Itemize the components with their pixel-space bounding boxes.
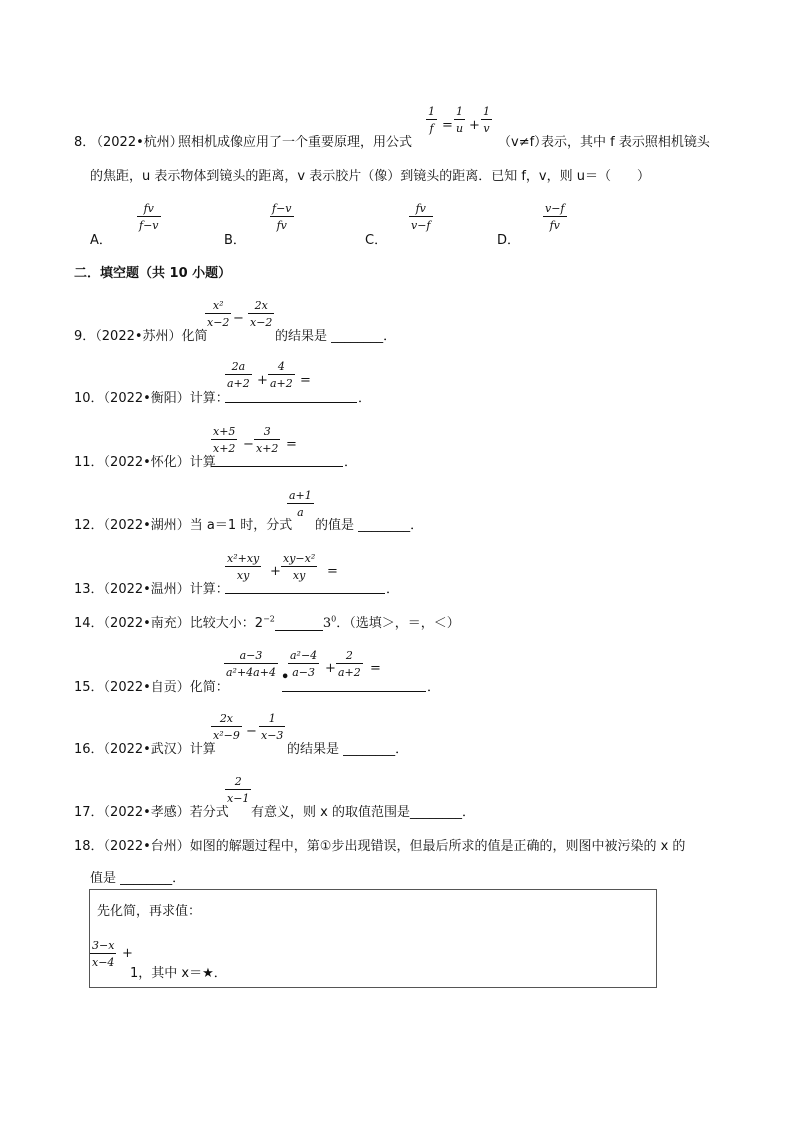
q14-line xyxy=(74,612,460,631)
q15-dot: • xyxy=(281,670,290,685)
q14-lead: 14．（2022•南充）比较大小：2 xyxy=(74,616,264,631)
q9-fraction-2: 2x x−2 xyxy=(250,299,273,329)
q13-fraction-2: xy−x² xy xyxy=(283,552,316,582)
q10-plus: + xyxy=(257,373,268,388)
q15-lead: 15．（2022•自贡）化简： xyxy=(74,680,229,695)
q13-plus: + xyxy=(270,564,281,579)
q11-lead: 11．（2022•怀化）计算 xyxy=(74,455,216,470)
q8-formula-lhs: 1 f xyxy=(428,105,435,135)
q14-exponent-1: −2 xyxy=(263,614,275,624)
q8-option-c-label: C． xyxy=(365,233,388,248)
q10-lead: 10．（2022•衡阳）计算： xyxy=(74,391,229,406)
q14-base-2: 3 xyxy=(322,616,332,631)
q13-lead: 13．（2022•温州）计算： xyxy=(74,582,229,597)
q9-tail: 的结果是 ________． xyxy=(275,329,397,344)
q10-end: ． xyxy=(358,391,372,406)
section-heading: 二．填空题（共 10 小题） xyxy=(74,266,232,281)
q15-end: ． xyxy=(427,680,441,695)
q8-formula-term2: 1 v xyxy=(483,105,490,135)
q8-number: 8． xyxy=(74,135,96,150)
q12-tail: 的值是 ________． xyxy=(315,518,424,533)
q16-minus: − xyxy=(246,724,257,739)
q15-fraction-2: a²−4 a−3 xyxy=(290,649,318,679)
q8-text-a: 照相机成像应用了一个重要原理，用公式 xyxy=(178,135,413,150)
q11-fraction-1: x+5 x+2 xyxy=(213,425,236,455)
q10-fraction-1: 2a a+2 xyxy=(227,360,250,390)
q17-tail: 有意义，则 x 的取值范围是________． xyxy=(251,805,475,820)
q8-formula-plus: + xyxy=(469,118,480,133)
q10-equals: = xyxy=(300,373,311,388)
q8-formula-term1: 1 u xyxy=(456,105,464,135)
q18-box-tail: 1，其中 x＝★． xyxy=(130,966,227,981)
q8-condition: （v≠f） xyxy=(498,135,548,150)
q9-minus: − xyxy=(233,311,244,326)
q15-fraction-1: a−3 a²+4a+4 xyxy=(226,649,276,679)
q18-line1: 18．（2022•台州）如图的解题过程中，第①步出现错误，但最后所求的值是正确的，则图中被污染的 x 的 xyxy=(74,839,686,854)
q13-fraction-1: x²+xy xy xyxy=(227,552,260,582)
q8-option-c-fraction: fv v−f xyxy=(411,202,431,232)
q11-end: ． xyxy=(344,455,358,470)
q9-fraction-1: x² x−2 xyxy=(207,299,230,329)
q15-fraction-3: 2 a+2 xyxy=(338,649,361,679)
q13-equals: = xyxy=(327,564,338,579)
q11-minus: − xyxy=(243,437,254,452)
q15-plus: + xyxy=(325,661,336,676)
q16-tail: 的结果是 ________． xyxy=(287,742,409,757)
q8-line2: 的焦距，u 表示物体到镜头的距离，v 表示胶片（像）到镜头的距离．已知 f，v，则 u＝（ ） xyxy=(90,169,650,184)
q8-option-a-fraction: fv f−v xyxy=(139,202,159,232)
q18-box-fraction: 3−x x−4 xyxy=(92,939,115,969)
q17-lead: 17．（2022•孝感）若分式 xyxy=(74,805,229,820)
q18-line2: 值是 ________． xyxy=(90,871,186,886)
q14-exponent-2: 0 xyxy=(331,614,337,624)
q12-fraction: a+1 a xyxy=(289,489,312,519)
q11-answer-blank xyxy=(211,452,343,467)
q10-answer-blank xyxy=(225,388,357,403)
q18-solution-box xyxy=(89,889,657,988)
q13-end: ． xyxy=(386,582,400,597)
q8-option-d-label: D． xyxy=(497,233,521,248)
q13-answer-blank xyxy=(225,579,385,594)
q16-fraction-2: 1 x−3 xyxy=(261,712,284,742)
q8-option-b-fraction: f−v fv xyxy=(272,202,292,232)
q14-answer-blank xyxy=(275,618,323,631)
q16-lead: 16．（2022•武汉）计算 xyxy=(74,742,216,757)
q18-box-title: 先化简，再求值： xyxy=(97,904,202,919)
q16-fraction-1: 2x x²−9 xyxy=(213,712,240,742)
q15-answer-blank xyxy=(282,677,426,692)
q15-equals: = xyxy=(370,661,381,676)
q12-lead: 12．（2022•湖州）当 a＝1 时，分式 xyxy=(74,518,293,533)
q11-equals: = xyxy=(286,437,297,452)
q11-fraction-2: 3 x+2 xyxy=(256,425,279,455)
q10-fraction-2: 4 a+2 xyxy=(270,360,293,390)
q14-tail: ．（选填＞，＝，＜） xyxy=(336,616,460,631)
q8-text-b: 表示，其中 f 表示照相机镜头 xyxy=(541,135,710,150)
q18-box-plus: + xyxy=(122,946,133,961)
q17-fraction: 2 x−1 xyxy=(227,775,250,805)
q8-option-a-label: A． xyxy=(90,233,112,248)
q8-formula-eq: = xyxy=(442,118,453,133)
q8-option-b-label: B． xyxy=(224,233,246,248)
q8-option-d-fraction: v−f fv xyxy=(545,202,565,232)
q9-lead: 9．（2022•苏州）化简 xyxy=(74,329,208,344)
q8-source: （2022•杭州） xyxy=(90,135,183,150)
